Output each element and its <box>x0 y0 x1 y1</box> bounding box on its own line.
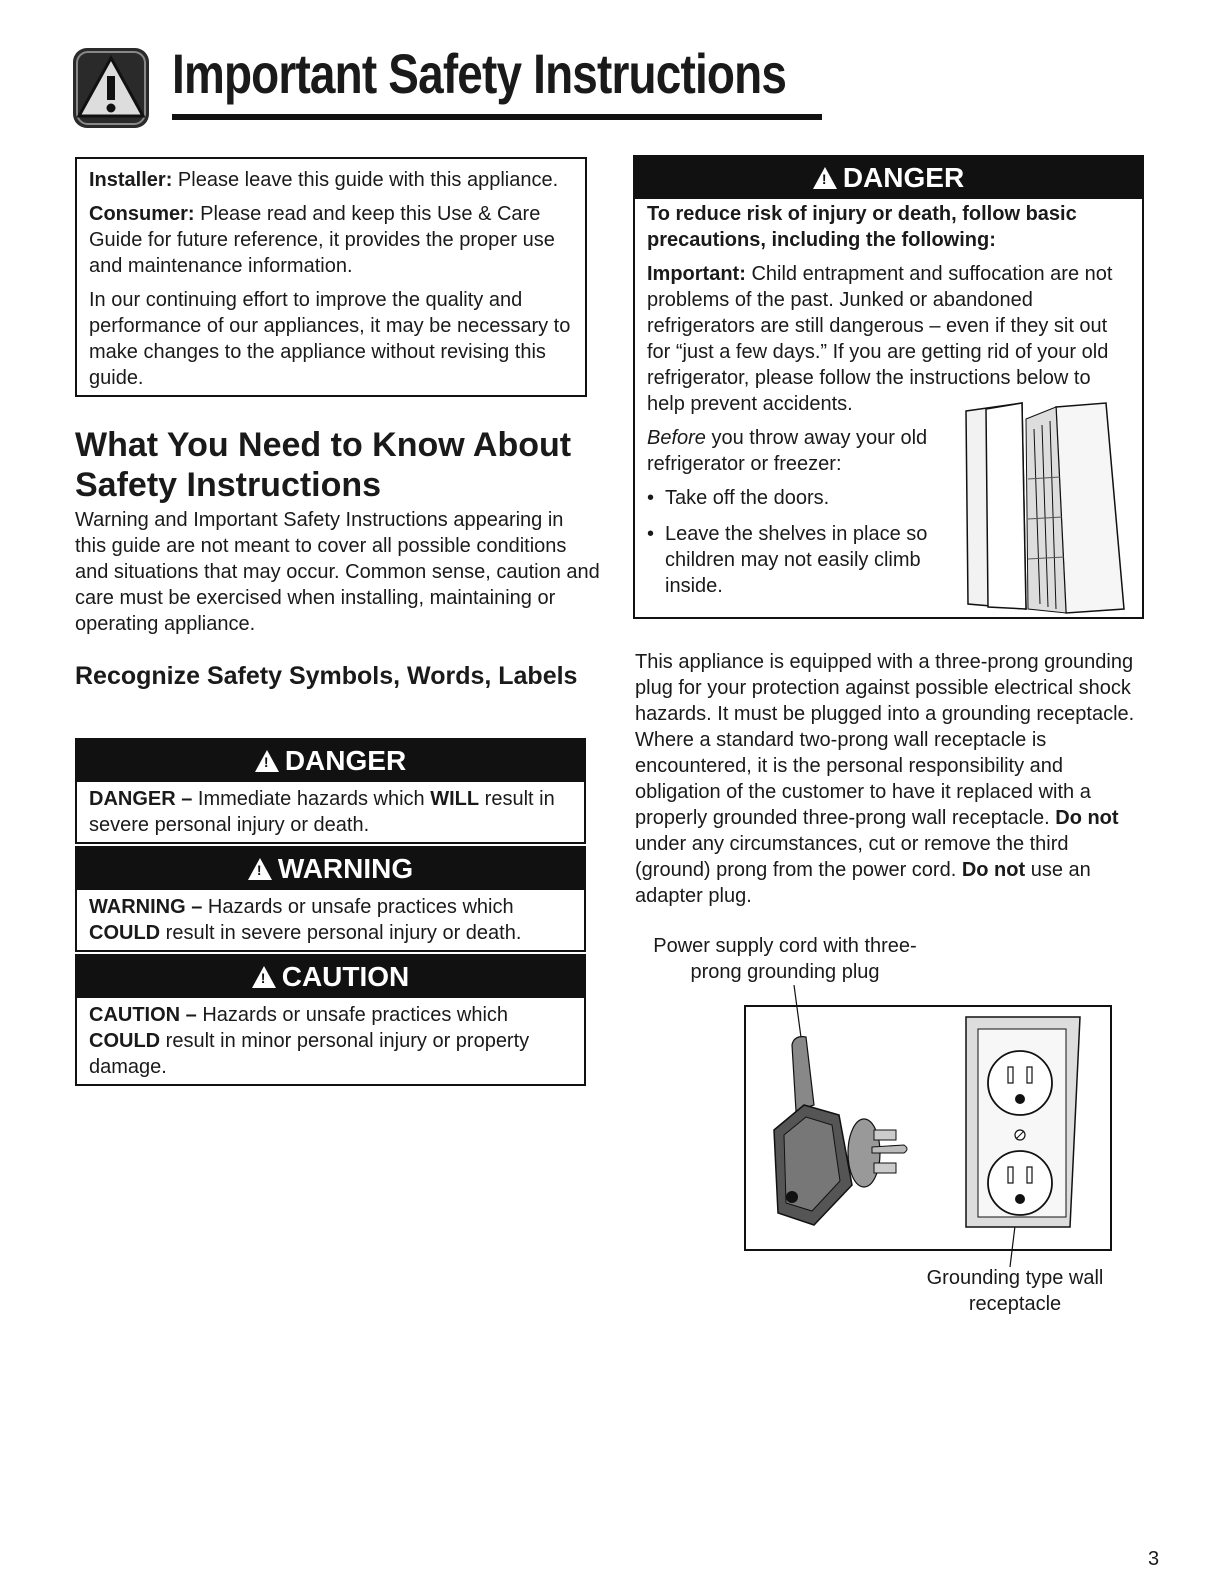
bullet-text: Leave the shelves in place so children may not easily climb inside. <box>665 523 928 597</box>
caution-text-a: Hazards or unsafe practices which <box>196 1004 509 1026</box>
warning-term: WARNING – <box>89 896 203 918</box>
danger-definition <box>77 782 584 842</box>
important-text: Child entrapment and suffocation are not problems of the past. Junked or abandoned refrigerators are still dangerous – even if they sit out for “just a few days.” If you are getting rid of your old refrigerator, please follow the instructions below to help prevent accidents. <box>647 263 1113 415</box>
section-heading-recognize: Recognize Safety Symbols, Words, Labels <box>75 662 578 690</box>
danger-label-box <box>75 738 586 844</box>
danger-emphasis: WILL <box>430 788 480 810</box>
safety-alert-icon <box>73 48 149 128</box>
continuing-effort-text: In our continuing effort to improve the quality and performance of our appliances, it may be necessary to make changes to the appliance without revising this guide. <box>89 289 571 389</box>
danger-text-a: Immediate hazards which <box>192 788 431 810</box>
danger-lead-text: To reduce risk of injury or death, follow basic precautions, including the following: <box>647 203 1077 251</box>
installer-notice-box <box>75 157 587 397</box>
do-not-emphasis: Do not <box>1055 807 1119 829</box>
installer-line <box>89 167 573 193</box>
important-paragraph <box>647 261 1132 417</box>
page-number: 3 <box>1148 1548 1160 1570</box>
warning-definition <box>77 890 584 950</box>
power-cord-caption: Power supply cord with three-prong grounding plug <box>653 935 917 983</box>
plug-and-receptacle-illustration <box>744 985 1112 1270</box>
installer-text: Please leave this guide with this appliance. <box>172 169 559 191</box>
bullet-item: • Leave the shelves in place so children may not easily climb inside. <box>647 523 928 597</box>
warning-triangle-icon <box>255 750 279 772</box>
warning-triangle-icon <box>248 858 272 880</box>
bullet-text: Take off the doors. <box>665 487 830 509</box>
title-underline <box>172 114 822 120</box>
refrigerator-illustration <box>956 399 1134 619</box>
grounding-paragraph <box>635 649 1145 909</box>
consumer-text: Please read and keep this Use & Care Guide for future reference, it provides the proper use and maintenance information. <box>89 203 555 277</box>
before-italic: Before <box>647 427 706 449</box>
danger-text-b: result in severe personal injury or death. <box>89 788 555 836</box>
caution-bar-text: CAUTION <box>281 961 410 992</box>
warning-emphasis: COULD <box>89 922 161 944</box>
refrigerator-danger-bar-text: DANGER <box>842 162 965 193</box>
refrigerator-danger-bar <box>635 157 1142 199</box>
caution-definition <box>77 998 584 1084</box>
danger-label-bar <box>77 740 584 782</box>
warning-triangle-icon <box>252 966 276 988</box>
danger-term: DANGER – <box>89 788 193 810</box>
page-title: Important Safety Instructions <box>172 42 787 105</box>
section-heading-what: What You Need to Know About Safety Instructions <box>75 426 572 504</box>
caution-term: CAUTION – <box>89 1004 197 1026</box>
warning-bar-text: WARNING <box>277 853 414 884</box>
consumer-line <box>89 201 573 279</box>
warning-triangle-icon <box>813 167 837 189</box>
warning-label-bar <box>77 848 584 890</box>
receptacle-caption: Grounding type wall receptacle <box>926 1267 1104 1315</box>
do-not-emphasis: Do not <box>961 859 1026 881</box>
caution-label-bar <box>77 956 584 998</box>
installer-label: Installer: <box>89 169 173 191</box>
caution-text-b: result in minor personal injury or property damage. <box>89 1030 530 1078</box>
caution-label-box <box>75 954 586 1086</box>
grounding-text-2: under any circumstances, cut or remove the third (ground) prong from the power cord. <box>635 833 1069 881</box>
before-text: you throw away your old refrigerator or freezer: <box>647 427 928 475</box>
section-body-what: Warning and Important Safety Instructions appearing in this guide are not meant to cover all possible conditions and situations that may occur. Common sense, caution and care must be exercised when installing, maintaining or operating appliance. <box>75 509 600 635</box>
danger-bar-text: DANGER <box>284 745 407 776</box>
refrigerator-danger-box <box>633 155 1144 619</box>
before-paragraph <box>647 425 957 477</box>
consumer-label: Consumer: <box>89 203 195 225</box>
warning-text-a: Hazards or unsafe practices which <box>202 896 514 918</box>
warning-label-box <box>75 846 586 952</box>
caution-emphasis: COULD <box>89 1030 161 1052</box>
warning-text-b: result in severe personal injury or death. <box>160 922 522 944</box>
important-label: Important: <box>647 263 746 285</box>
bullet-item: • Take off the doors. <box>647 487 830 509</box>
grounding-text-1: This appliance is equipped with a three-prong grounding plug for your protection against possible electrical shock hazards. It must be plugged into a grounding receptacle. Where a standard two-prong wall receptacle is encountered, it is the personal responsibility and obligation of the customer to have it replaced with a properly grounded three-prong wall receptacle. <box>635 651 1135 829</box>
grounding-text-3: use an adapter plug. <box>635 859 1091 907</box>
